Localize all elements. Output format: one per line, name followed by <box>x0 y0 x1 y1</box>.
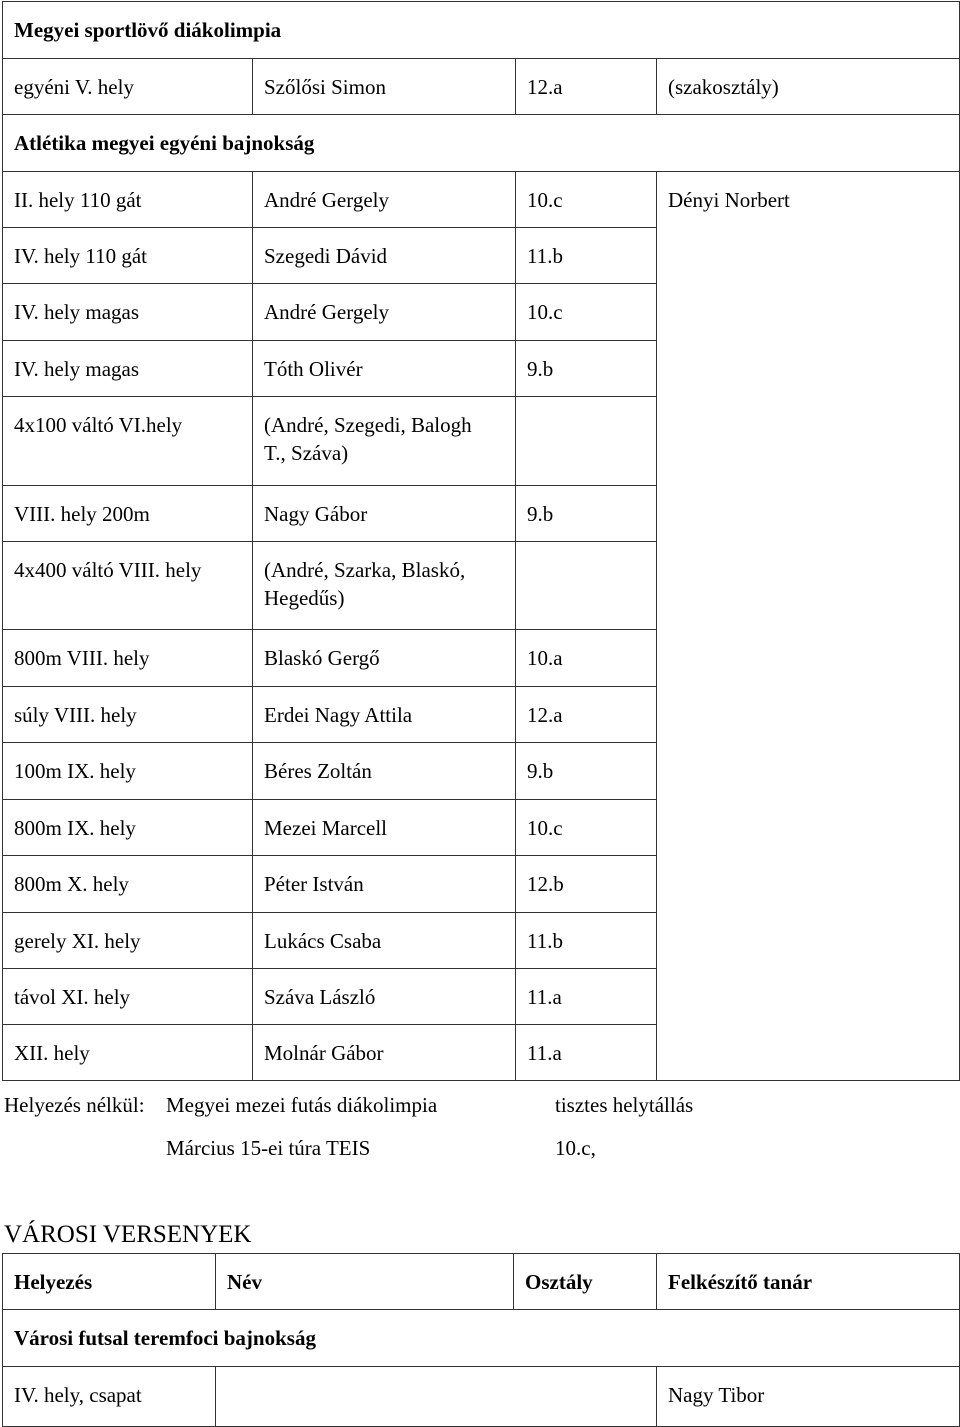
place-cell: 100m IX. hely <box>3 743 253 800</box>
class-cell: 12.a <box>516 59 657 115</box>
place-cell: gerely XI. hely <box>3 913 253 969</box>
county-results-table <box>2 1 960 1081</box>
name-line-2: Hegedűs) <box>264 586 345 610</box>
header-place: Helyezés <box>3 1254 216 1310</box>
no-placement-event-2: Március 15-ei túra TEIS <box>166 1136 371 1160</box>
class-cell: 9.b <box>516 341 657 397</box>
place-cell: 800m X. hely <box>3 856 253 913</box>
place-cell: IV. hely, csapat <box>3 1367 216 1427</box>
class-cell: 10.c <box>516 172 657 228</box>
table-row <box>3 1367 960 1427</box>
shooting-title: Megyei sportlövő diákolimpia <box>3 2 960 59</box>
city-section-heading: VÁROSI VERSENYEK <box>4 1221 252 1248</box>
name-cell: Béres Zoltán <box>253 743 516 800</box>
class-cell: 11.a <box>516 1025 657 1081</box>
place-cell: súly VIII. hely <box>3 687 253 743</box>
header-class: Osztály <box>514 1254 657 1310</box>
section-title-row <box>3 2 960 59</box>
teacher-cell: Dényi Norbert <box>657 172 960 1081</box>
no-placement-note-1: tisztes helytállás <box>555 1093 694 1117</box>
class-cell: 11.b <box>516 913 657 969</box>
table-row <box>3 172 960 228</box>
name-cell: Szőlősi Simon <box>253 59 516 115</box>
header-row <box>3 1254 960 1310</box>
section-title-row <box>3 1310 960 1367</box>
name-cell: Blaskó Gergő <box>253 630 516 687</box>
class-cell: 9.b <box>516 743 657 800</box>
athletics-title: Atlétika megyei egyéni bajnokság <box>3 115 960 172</box>
no-placement-event-1: Megyei mezei futás diákolimpia <box>166 1093 438 1117</box>
class-cell: 10.c <box>516 800 657 856</box>
name-cell: Péter István <box>253 856 516 913</box>
place-cell: VIII. hely 200m <box>3 486 253 542</box>
name-line-2: T., Száva) <box>264 441 349 465</box>
place-cell: 4x400 váltó VIII. hely <box>3 542 253 630</box>
place-cell: 800m IX. hely <box>3 800 253 856</box>
name-cell <box>216 1367 657 1427</box>
name-cell <box>253 397 516 486</box>
name-cell <box>253 542 516 630</box>
class-cell: 11.a <box>516 969 657 1025</box>
section-title-row <box>3 115 960 172</box>
place-cell: II. hely 110 gát <box>3 172 253 228</box>
place-cell: egyéni V. hely <box>3 59 253 115</box>
class-cell: 10.a <box>516 630 657 687</box>
class-cell <box>516 397 657 486</box>
name-cell: Mezei Marcell <box>253 800 516 856</box>
header-name: Név <box>216 1254 514 1310</box>
class-cell: 9.b <box>516 486 657 542</box>
class-cell <box>516 542 657 630</box>
city-results-table <box>2 1253 960 1427</box>
name-cell: Erdei Nagy Attila <box>253 687 516 743</box>
futsal-title: Városi futsal teremfoci bajnokság <box>3 1310 960 1367</box>
name-cell: Tóth Olivér <box>253 341 516 397</box>
name-cell: Szegedi Dávid <box>253 228 516 284</box>
name-cell: Molnár Gábor <box>253 1025 516 1081</box>
name-line-1: (André, Szegedi, Balogh <box>264 413 472 437</box>
place-cell: 800m VIII. hely <box>3 630 253 687</box>
name-cell: Nagy Gábor <box>253 486 516 542</box>
no-placement-label: Helyezés nélkül: <box>4 1093 145 1117</box>
name-cell: André Gergely <box>253 284 516 341</box>
teacher-cell: (szakosztály) <box>657 59 960 115</box>
header-teacher: Felkészítő tanár <box>657 1254 960 1310</box>
place-cell: XII. hely <box>3 1025 253 1081</box>
name-line-1: (André, Szarka, Blaskó, <box>264 558 466 582</box>
class-cell: 11.b <box>516 228 657 284</box>
name-cell: André Gergely <box>253 172 516 228</box>
place-cell: távol XI. hely <box>3 969 253 1025</box>
table-row <box>3 59 960 115</box>
place-cell: IV. hely 110 gát <box>3 228 253 284</box>
place-cell: IV. hely magas <box>3 284 253 341</box>
class-cell: 12.a <box>516 687 657 743</box>
no-placement-note-2: 10.c, <box>555 1136 596 1160</box>
class-cell: 10.c <box>516 284 657 341</box>
teacher-cell: Nagy Tibor <box>657 1367 960 1427</box>
name-cell: Lukács Csaba <box>253 913 516 969</box>
class-cell: 12.b <box>516 856 657 913</box>
place-cell: IV. hely magas <box>3 341 253 397</box>
name-cell: Száva László <box>253 969 516 1025</box>
place-cell: 4x100 váltó VI.hely <box>3 397 253 486</box>
